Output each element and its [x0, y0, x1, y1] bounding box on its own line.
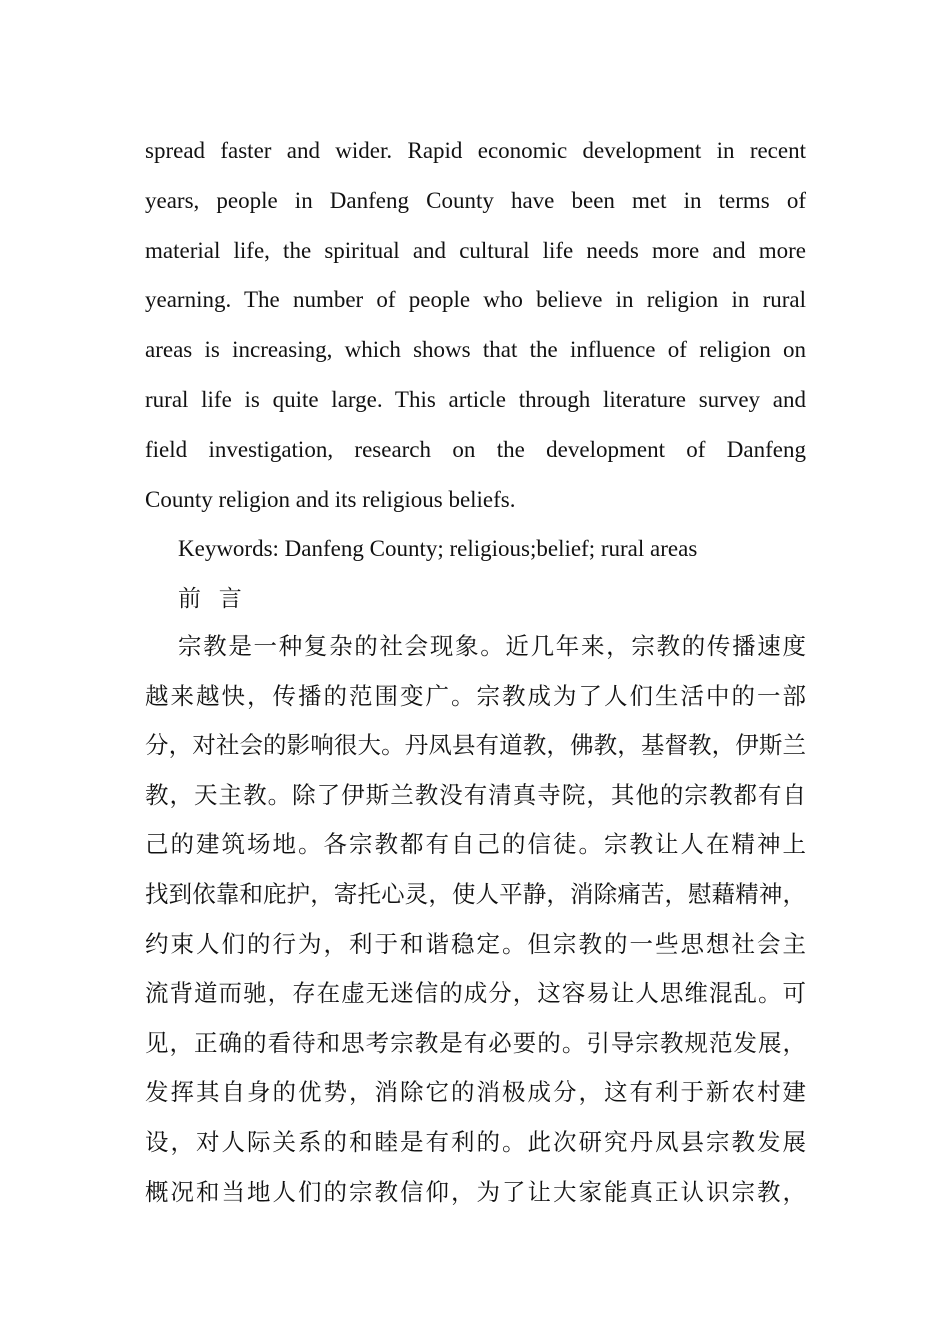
abstract-paragraph [145, 126, 806, 524]
preface-line: 找到依靠和庇护，寄托心灵，使人平静，消除痛苦，慰藉精神， [145, 881, 806, 908]
abstract-line: spread faster and wider. Rapid economic development in recent [145, 138, 806, 163]
preface-line: 概况和当地人们的宗教信仰，为了让大家能真正认识宗教， [145, 1179, 806, 1206]
preface-line: 约束人们的行为，利于和谐稳定。但宗教的一些思想社会主 [145, 931, 806, 958]
preface-line: 流背道而驰，存在虚无迷信的成分，这容易让人思维混乱。可 [145, 981, 806, 1008]
preface-paragraph [145, 623, 806, 1218]
preface-line: 见，正确的看待和思考宗教是有必要的。引导宗教规范发展， [145, 1030, 806, 1057]
abstract-line: yearning. The number of people who believe in religion in rural [145, 287, 806, 313]
preface-line: 宗教是一种复杂的社会现象。近几年来，宗教的传播速度 [178, 634, 806, 660]
abstract-line: years, people in Danfeng County have been met in terms of [145, 187, 806, 213]
preface-line: 己的建筑场地。各宗教都有自己的信徒。宗教让人在精神上 [145, 832, 806, 859]
preface-heading: 前 言 [178, 586, 248, 611]
abstract-line: field investigation, research on the development of Danfeng [145, 436, 806, 462]
abstract-line: rural life is quite large. This article through literature survey and [145, 386, 806, 412]
preface-line: 分，对社会的影响很大。丹凤县有道教，佛教，基督教，伊斯兰 [145, 733, 806, 760]
preface-line: 发挥其自身的优势，消除它的消极成分，这有利于新农村建 [145, 1080, 806, 1107]
preface-line: 设，对人际关系的和睦是有利的。此次研究丹凤县宗教发展 [145, 1129, 806, 1156]
preface-line: 越来越快，传播的范围变广。宗教成为了人们生活中的一部 [145, 683, 806, 710]
abstract-line: areas is increasing, which shows that the influence of religion on [145, 337, 806, 363]
abstract-line: material life, the spiritual and cultural life needs more and more [145, 237, 806, 263]
preface-line: 教，天主教。除了伊斯兰教没有清真寺院，其他的宗教都有自 [145, 782, 806, 809]
abstract-line: County religion and its religious beliefs. [145, 486, 516, 512]
keywords-line: Keywords: Danfeng County; religious;belief; rural areas [178, 536, 698, 561]
